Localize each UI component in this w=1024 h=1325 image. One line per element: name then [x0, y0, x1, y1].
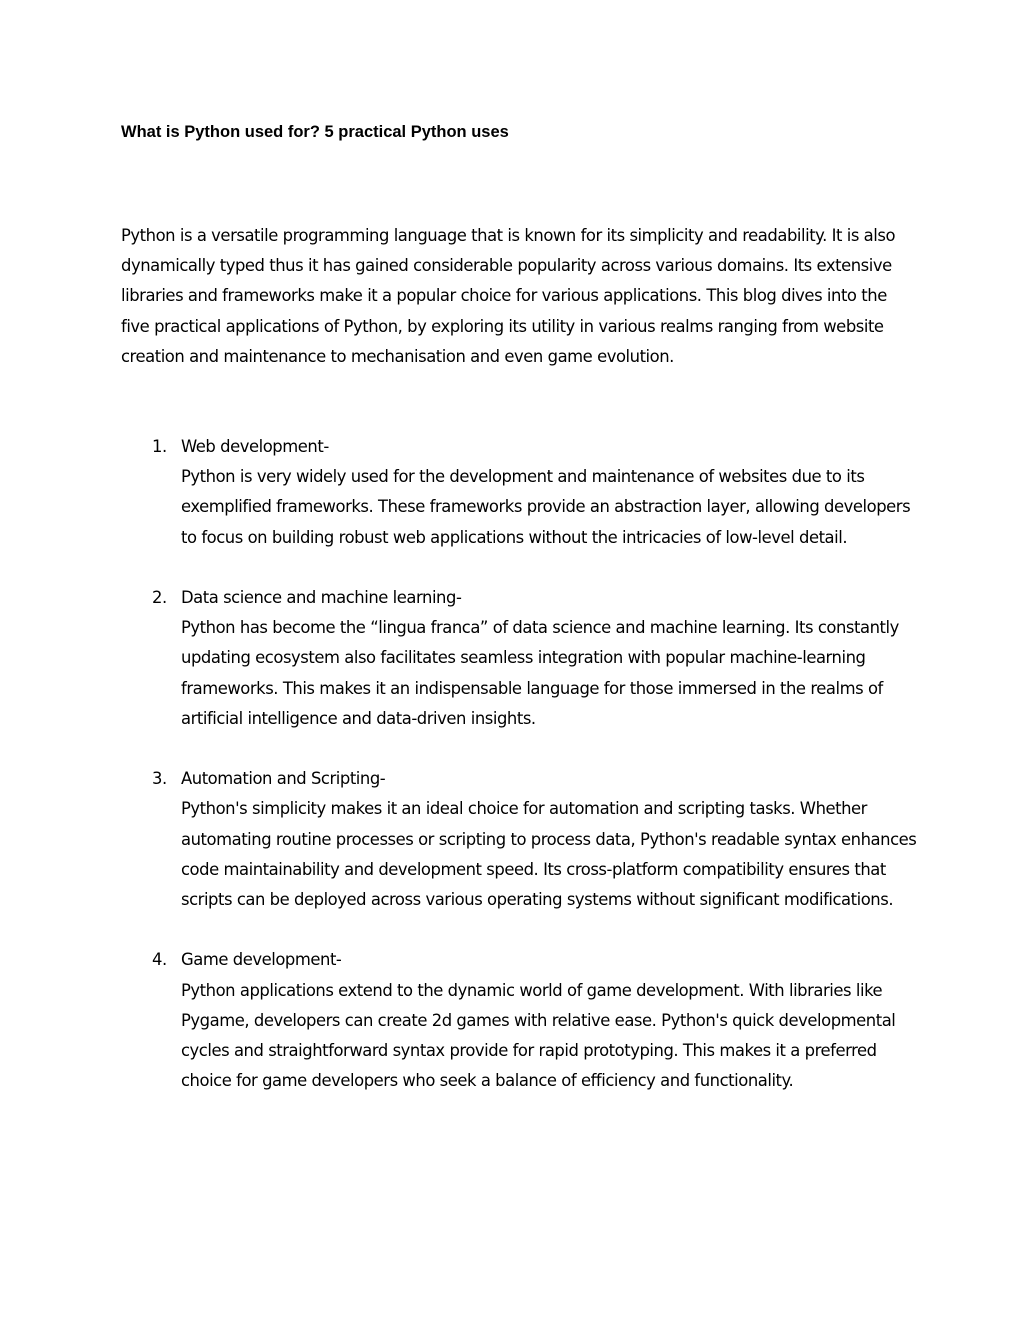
list-item: [0, 945, 921, 1096]
list-item-body: Python has become the “lingua franca” of data science and machine learning. Its constantly updating ecosystem also facilitates seamless integration with popular machine-learning frameworks. This makes it an indispensable language for those immersed in the realms of artificial intelligence and data-driven insights.: [181, 618, 899, 728]
list-item-heading: Game development-: [181, 950, 342, 970]
uses-list: [0, 432, 1024, 1127]
list-item-number: 3.: [152, 769, 167, 789]
list-item-number: 1.: [152, 437, 167, 456]
list-item-heading: Web development-: [181, 437, 329, 456]
list-item-body: Python applications extend to the dynamic world of game development. With libraries like Pygame, developers can create 2d games with relative ease. Python's quick developmental cycles and straightforward syntax provide for rapid prototyping. This makes it a preferred choice for game developers who seek a balance of efficiency and functionality.: [181, 980, 896, 1091]
list-item-number: 2.: [152, 588, 167, 607]
list-item: [0, 432, 921, 553]
list-item-heading: Automation and Scripting-: [181, 769, 386, 789]
list-item-heading: Data science and machine learning-: [181, 588, 462, 607]
list-item: [0, 583, 921, 734]
list-item-number: 4.: [152, 950, 167, 970]
list-item-body: Python's simplicity makes it an ideal choice for automation and scripting tasks. Whether automating routine processes or scripting to process data, Python's readable syntax enhances code maintainability and development speed. Its cross-platform compatibility ensures that scripts can be deployed across various operating systems without significant modifications.: [181, 799, 917, 910]
document-title: What is Python used for? 5 practical Python uses: [121, 123, 509, 141]
list-item-body: Python is very widely used for the development and maintenance of websites due to its exemplified frameworks. These frameworks provide an abstraction layer, allowing developers to focus on building robust web applications without the intricacies of low-level detail.: [181, 467, 911, 547]
list-item: [0, 764, 921, 915]
intro-paragraph: Python is a versatile programming language that is known for its simplicity and readability. It is also dynamically typed thus it has gained considerable popularity across various domains. Its extensive libraries and frameworks make it a popular choice for various applications. This blog dives into the five practical applications of Python, by exploring its utility in various realms ranging from website creation and maintenance to mechanisation and even game evolution.: [121, 226, 896, 366]
